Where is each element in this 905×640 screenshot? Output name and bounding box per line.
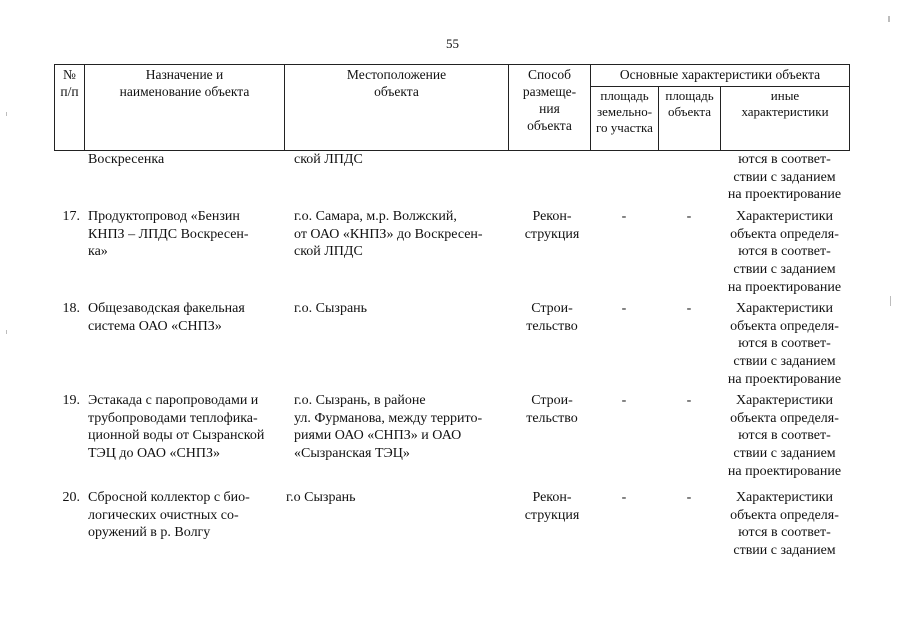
page-number: 55 (446, 36, 459, 51)
row-number: 17. (62, 209, 80, 224)
row-object-area: - (686, 393, 692, 408)
header-placement: Способ размеще- ния объекта (509, 65, 591, 151)
scan-mark (888, 16, 890, 22)
row-number: 19. (62, 393, 80, 408)
row-number: 18. (62, 301, 80, 316)
row-other-characteristics: ются в соответ- ствии с заданием на проектирование (727, 152, 842, 203)
row-object-area: - (686, 209, 692, 224)
header-characteristics: Основные характеристики объекта (591, 65, 850, 87)
row-name: Воскресенка (88, 152, 165, 167)
row-name: Продуктопровод «Бензин КНПЗ – ЛПДС Воскресен- ка» (88, 209, 249, 260)
row-placement: Строи- тельство (526, 393, 578, 426)
row-location: г.о Сызрань (286, 490, 356, 505)
row-location: ской ЛПДС (294, 152, 363, 167)
header-name: Назначение и наименование объекта (85, 65, 285, 151)
header-location: Местоположение объекта (285, 65, 509, 151)
header-number: № п/п (55, 65, 85, 151)
scan-mark (6, 330, 7, 334)
header-other-characteristics: иные характеристики (721, 87, 850, 151)
row-placement: Рекон- струкция (524, 490, 580, 523)
row-name: Общезаводская факельная система ОАО «СНПЗ» (88, 301, 245, 334)
row-placement: Рекон- струкция (524, 209, 580, 242)
row-name: Сбросной коллектор с био- логических очистных со- оружений в р. Волгу (88, 490, 250, 541)
row-location: г.о. Самара, м.р. Волжский, от ОАО «КНПЗ» до Воскресен- ской ЛПДС (294, 209, 483, 260)
header-land-area: площадь земельно- го участка (591, 87, 659, 151)
row-other-characteristics: Характеристики объекта определя- ются в соответ- ствии с заданием на проектирование (727, 301, 842, 387)
row-land-area: - (621, 209, 627, 224)
row-land-area: - (621, 301, 627, 316)
row-other-characteristics: Характеристики объекта определя- ются в соответ- ствии с заданием на проектирование (727, 393, 842, 479)
row-location: г.о. Сызрань (294, 301, 368, 316)
row-other-characteristics: Характеристики объекта определя- ются в соответ- ствии с заданием на проектирование (727, 209, 842, 295)
row-land-area: - (621, 393, 627, 408)
row-object-area: - (686, 301, 692, 316)
scan-mark (6, 112, 7, 116)
row-name: Эстакада с паропроводами и трубопроводами теплофика- ционной воды от Сызранской ТЭЦ до ОАО «СНПЗ» (88, 393, 265, 462)
table-header (54, 64, 850, 151)
row-placement: Строи- тельство (526, 301, 578, 334)
row-other-characteristics: Характеристики объекта определя- ются в соответ- ствии с заданием (730, 490, 839, 559)
header-object-area: площадь объекта (659, 87, 721, 151)
row-number: 20. (62, 490, 80, 505)
row-object-area: - (686, 490, 692, 505)
row-location: г.о. Сызрань, в районе ул. Фурманова, между террито- риями ОАО «СНПЗ» и ОАО «Сызранская ТЭЦ» (294, 393, 483, 462)
row-land-area: - (621, 490, 627, 505)
scan-mark (890, 296, 891, 306)
